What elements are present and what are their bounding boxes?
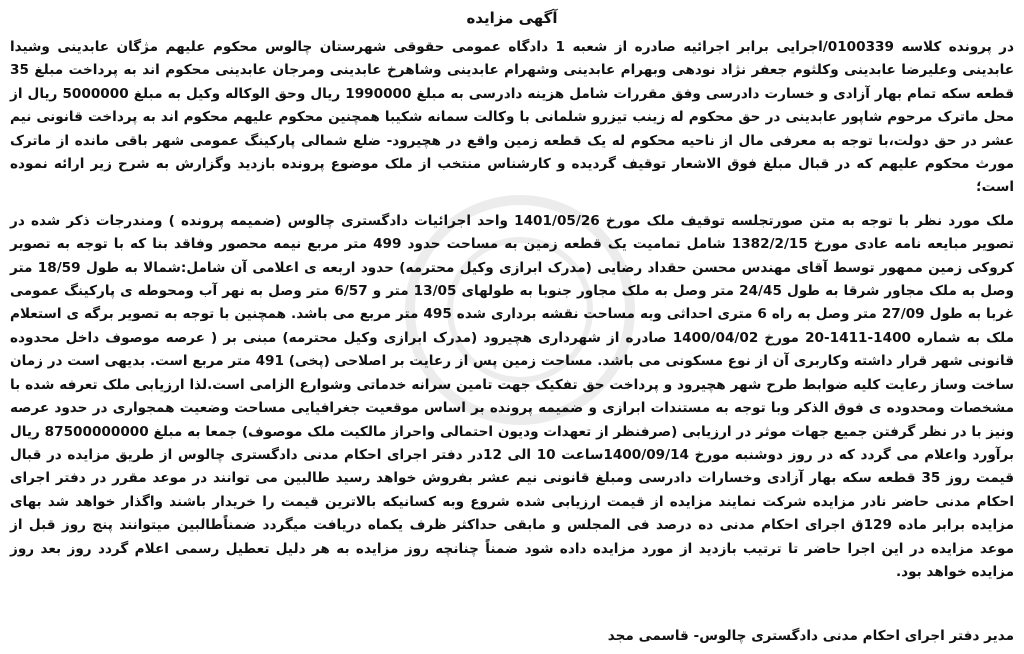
- notice-paragraph-2: ملک مورد نظر با توجه به متن صورتجلسه توقیف ملک مورخ 1401/05/26 واحد اجرائیات دادگستری چالوس (ضمیمه پرونده ) ومندرجات ذکر شده در تصویر مبایعه نامه عادی مورخ 1382/2/15 شامل تمامیت یک قطعه زمین به مساحت حدود 499 متر مربع نیمه محصور وفاقد بنا که با توجه به تصویر کروکی زمین ممهور توسط آقای مهندس محسن حقداد رضایی (مدرک ابرازی وکیل محترمه) حدود اربعه ی اعلامی آن شامل:شمالا به طول 18/59 متر وصل به ملک مجاور شرقا به طول 24/45 متر وصل به ملک مجاور جنوبا به طولهای 13/05 متر و 6/57 متر وصل به نهر آب ومحوطه ی پارکینگ عمومی غربا به طول 27/09 متر وصل به راه 6 متری احداثی وبه مساحت نقشه برداری شده 495 متر مربع می باشد. همچنین با توجه به تصویر برگه ی استعلام ملک به شماره 1400-1411-20 مورخ 1400/04/02 صادره از شهرداری هچیرود (مدرک ابرازی وکیل محترمه) مبنی بر ( عرصه موصوف داخل محدوده قانونی شهر قرار داشته وکاربری آن از نوع مسکونی می باشد. مساحت زمین پس از رعایت بر اصلاحی (پخی) 491 متر مربع است. بدیهی است در زمان ساخت وساز رعایت کلیه ضوابط طرح شهر هچیرود و پرداخت حق تفکیک جهت تامین سرانه خدماتی وشوارع الزامی است.لذا ارزیابی ملک تعرفه شده با مشخصات ومحدوده ی فوق الذکر وبا توجه به مستندات ابرازی و ضمیمه پرونده بر اساس موقعیت جغرافیایی مساحت وضعیت همجواری در حدود عرصه ونیز با در نظر گرفتن جمیع جهات موثر در ارزیابی (صرفنظر از تعهدات ودیون احتمالی واحراز مالکیت ملک موصوف) جمعا به مبلغ 87500000000 ریال برآورد واعلام می گردد که در روز دوشنبه مورخ 1400/09/14ساعت 10 الی 12در دفتر اجرای احکام مدنی دادگستری چالوس از طریق مزایده در قبال قیمت روز 35 قطعه سکه بهار آزادی وخسارات دادرسی ومبلغ قانونی نیم عشر بفروش خواهد رسید طالبین می توانند در موعد مقرر در دفتر اجرای احکام مدنی حاضر نادر مزایده شرکت نمایند مزایده از قیمت ارزیابی شده شروع وبه کسانیکه بالاترین قیمت را خریدار باشند واگذار خواهد شد بهای مزایده برابر ماده 129ق اجرای احکام مدنی ده درصد فی المجلس و مابقی حداکثر ظرف یکماه دریافت میگردد ضمناًطالبین میتوانند پنج روز قبل از موعد مزایده در این اجرا حاضر تا ترتیب بازدید از مورد مزایده داده شود ضمناً چنانچه روز مزایده به هر دلیل تعطیل رسمی اعلام گردد روز بعد روز مزایده خواهد بود.: [10, 212, 1015, 580]
- notice-paragraph-1: در پرونده کلاسه 0100339/اجرایی برابر اجرائیه صادره از شعبه 1 دادگاه عمومی حقوقی شهرستان چالوس محکوم علیهم مژگان عابدینی وشیدا عابدینی وعلیرضا عابدینی وکلثوم جعفر نژاد نودهی وبهرام عابدینی وشهرام عابدینی وشاهرخ عابدینی ومرجان عابدینی محکوم اند به پرداخت مبلغ 35 قطعه سکه تمام بهار آزادی و خسارت دادرسی وفق مقررات شامل هزینه دادرسی به مبلغ 1990000 ریال وحق الوکاله وکیل به مبلغ 5000000 ریال از محل ماترک مرحوم شاپور عابدینی در حق محکوم له زینب تیزرو شلمانی با وکالت سمانه شکیبا همچنین محکوم علیهم محکوم اند به پرداخت قانونی نیم عشر در حق دولت،با توجه به معرفی مال از ناحیه محکوم له یک قطعه زمین واقع در هچیرود- ضلع شمالی پارکینگ عمومی شهر باقی مانده از ماترک مورث محکوم علیهم که در قبال مبلغ فوق الاشعار توقیف گردیده و کارشناس منتخب از ملک موضوع پرونده بازدید وگزارش به شرح زیر ارائه نموده است؛: [10, 39, 1014, 196]
- notice-signature: مدیر دفتر اجرای احکام مدنی دادگستری چالوس- قاسمی مجد: [607, 628, 1014, 644]
- notice-title: آگهی مزایده: [466, 9, 558, 27]
